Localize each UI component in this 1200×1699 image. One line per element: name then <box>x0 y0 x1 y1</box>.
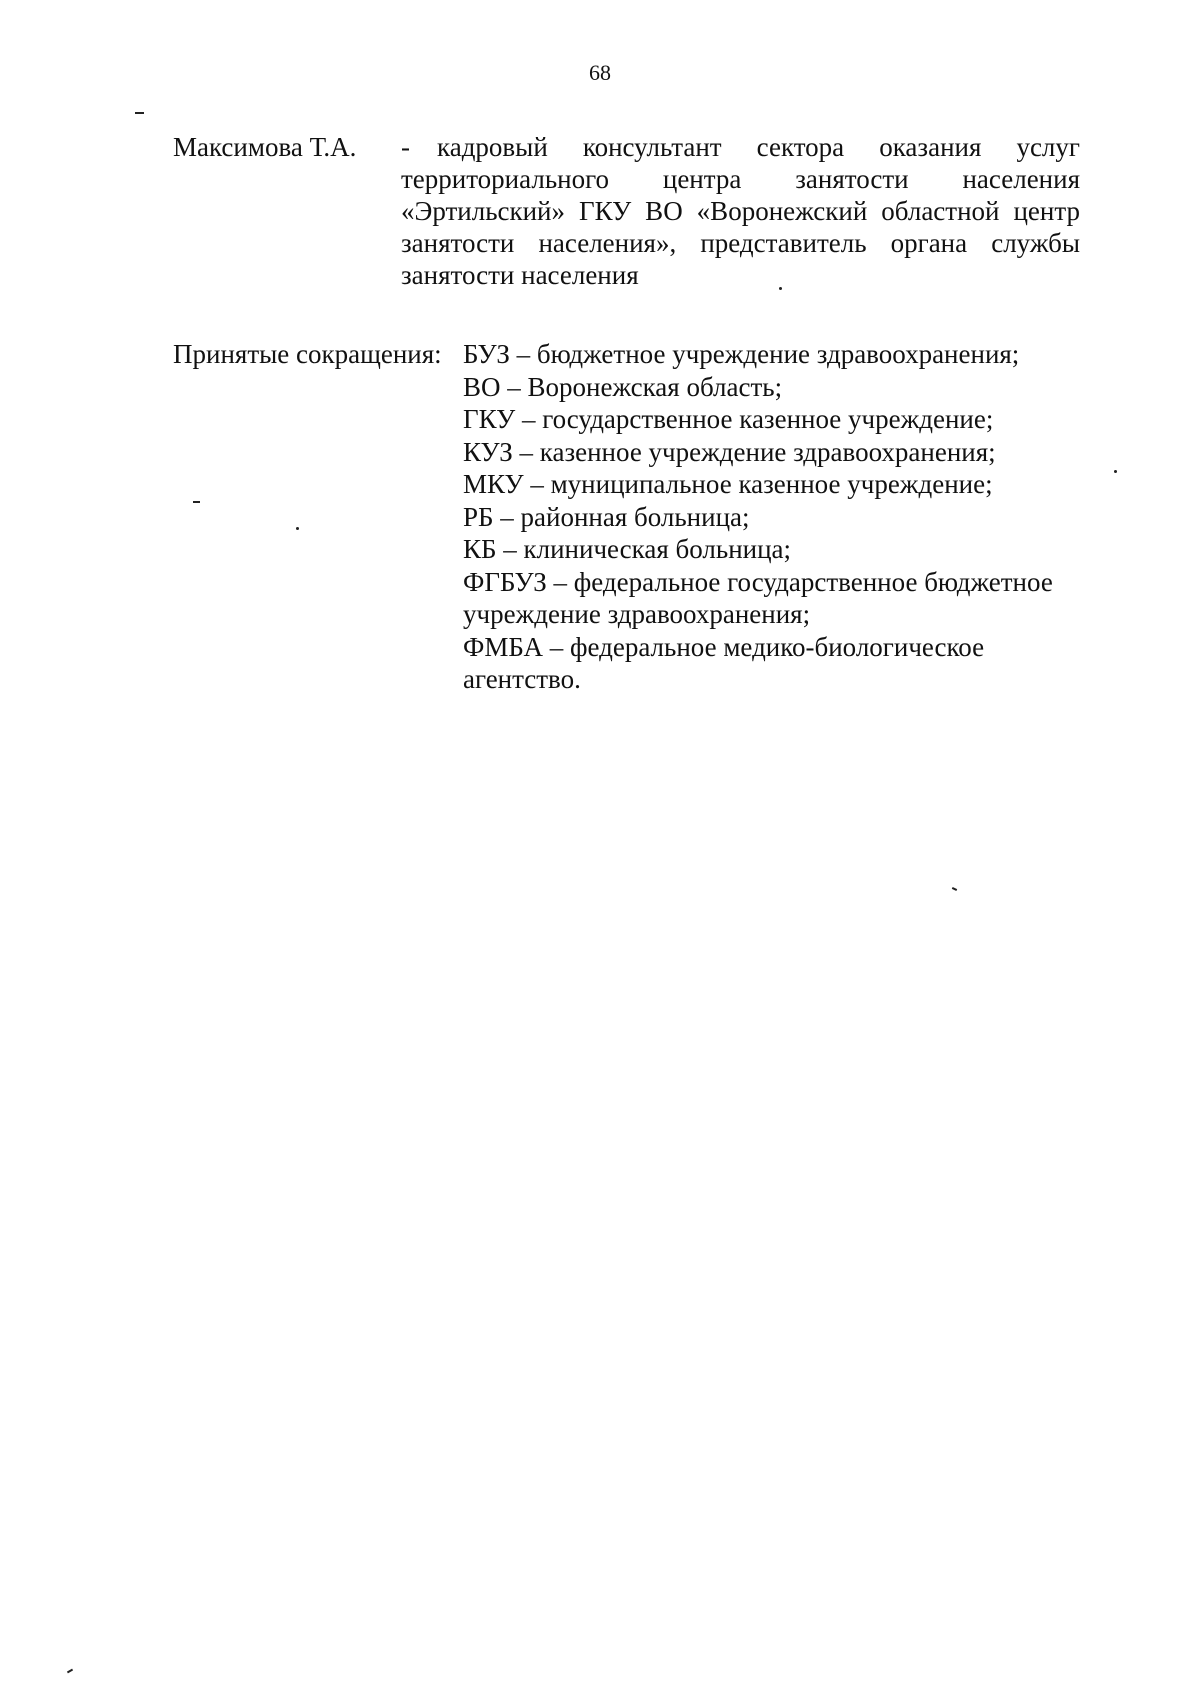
scan-mark <box>296 527 299 530</box>
scan-mark <box>193 501 200 503</box>
scan-mark <box>952 887 957 891</box>
person-name: Максимова Т.А. <box>173 132 357 162</box>
abbreviation-item: КБ – клиническая больница; <box>463 534 792 564</box>
abbreviation-item: ФМБА – федеральное медико-биологическое агентство. <box>463 631 985 694</box>
abbreviations-heading: Принятые сокращения: <box>173 339 442 369</box>
abbreviation-item: КУЗ – казенное учреждение здравоохранения; <box>463 436 996 467</box>
scan-mark <box>1114 470 1117 473</box>
person-dash: - <box>401 132 410 162</box>
abbreviation-item: РБ – районная больница; <box>463 501 750 532</box>
abbreviation-item: ВО – Воронежская область; <box>463 371 783 402</box>
abbreviation-item: ГКУ – государственное казенное учреждение; <box>463 404 994 434</box>
abbreviation-item: БУЗ – бюджетное учреждение здравоохранения; <box>463 339 1020 369</box>
abbreviation-item: МКУ – муниципальное казенное учреждение; <box>463 469 993 499</box>
scan-mark <box>135 112 144 114</box>
abbreviation-item: ФГБУЗ – федеральное государственное бюджетное учреждение здравоохранения; <box>463 566 1053 629</box>
scan-mark <box>67 1669 73 1674</box>
person-description: кадровый консультант сектора оказания услуг территориального центра занятости населения «Эртильский» ГКУ ВО «Воронежский областной центр занятости населения», представитель органа службы занятости населения <box>401 132 1080 290</box>
abbreviations-list <box>463 338 1103 696</box>
page-number: 68 <box>589 60 611 85</box>
